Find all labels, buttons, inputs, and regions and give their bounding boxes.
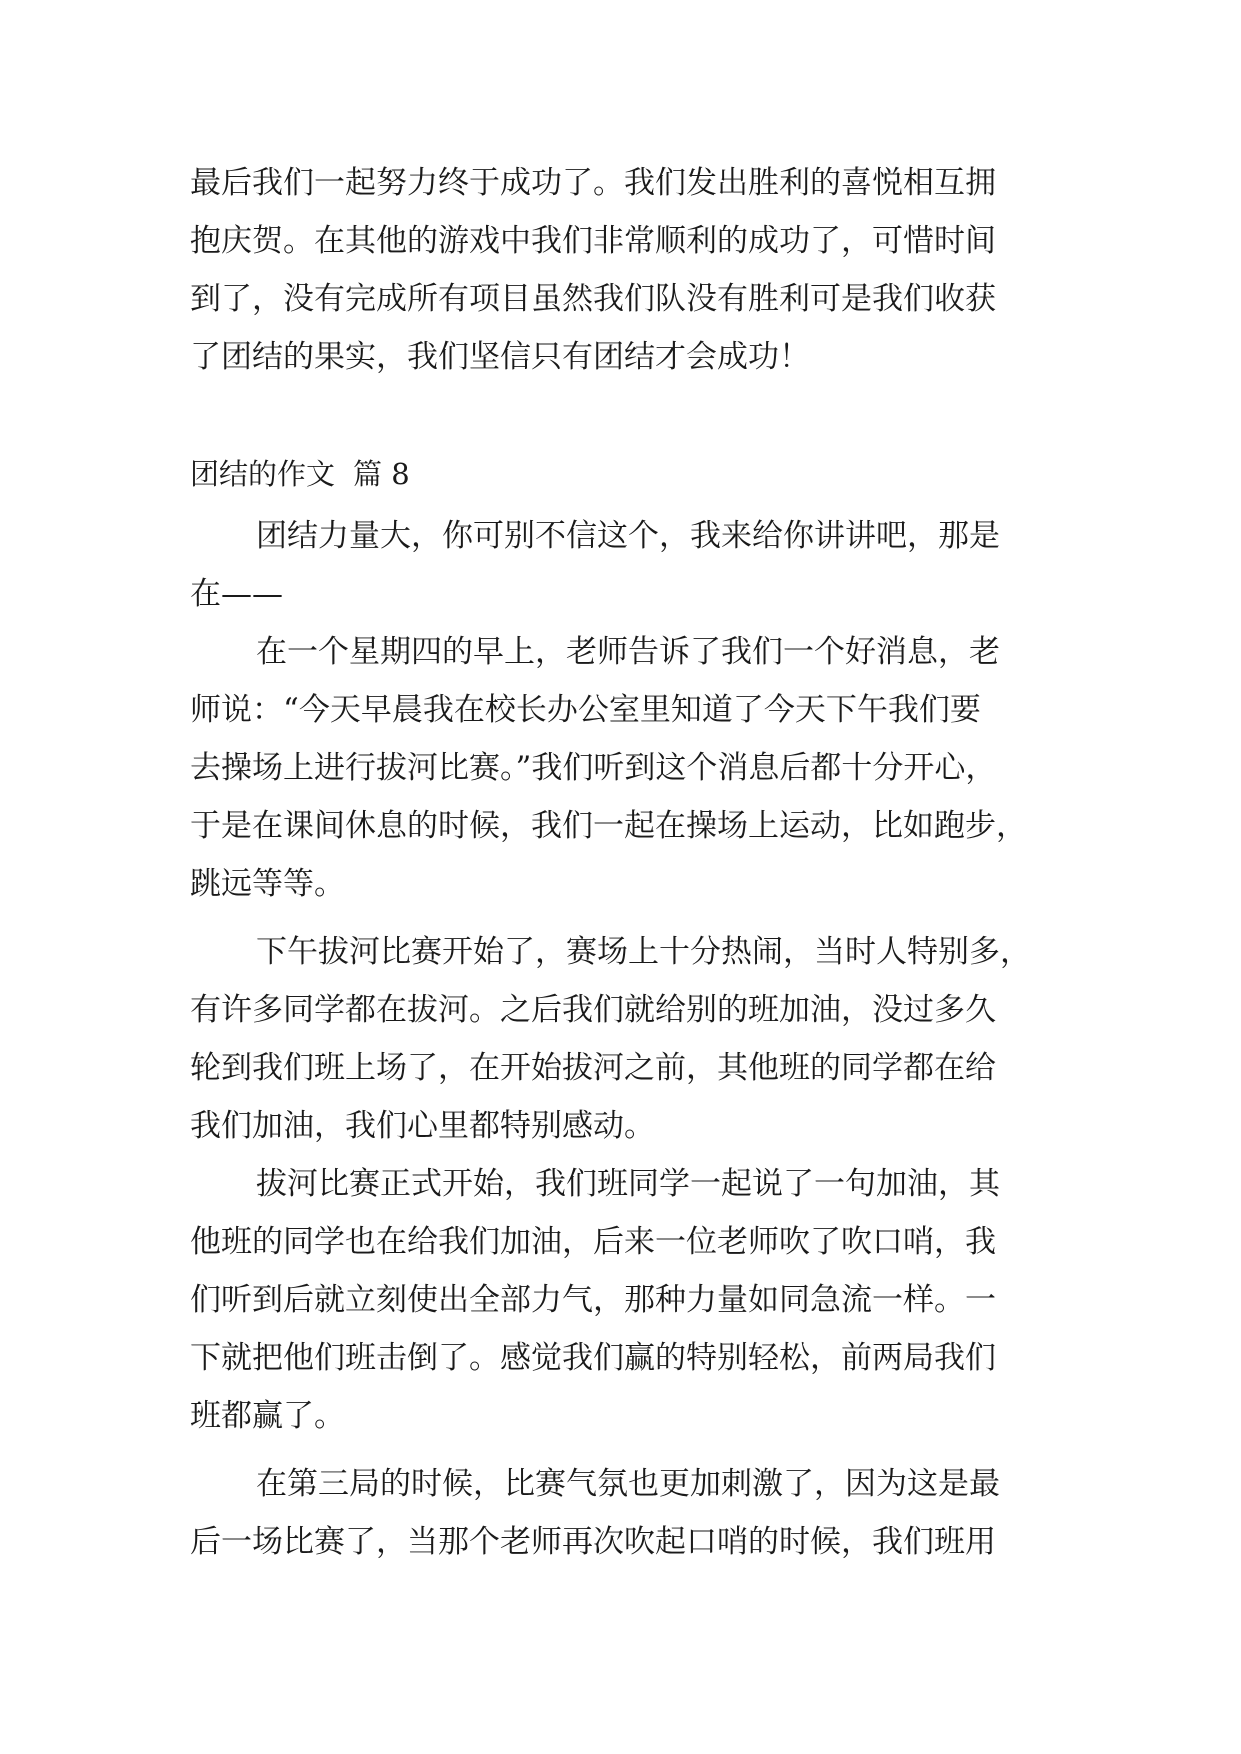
paragraph-line: 抱庆贺。在其他的游戏中我们非常顺利的成功了，可惜时间 — [190, 223, 996, 259]
paragraph-line: 轮到我们班上场了，在开始拔河之前，其他班的同学都在给 — [190, 1050, 996, 1086]
paragraph-line: 们听到后就立刻使出全部力气，那种力量如同急流一样。一 — [190, 1282, 996, 1318]
section-label: 篇 8 — [353, 457, 410, 491]
paragraph-line: 我们加油，我们心里都特别感动。 — [190, 1108, 655, 1144]
paragraph-line: 在—— — [190, 576, 283, 612]
paragraph-line: 了团结的果实，我们坚信只有团结才会成功！ — [190, 339, 810, 375]
paragraph-line: 拔河比赛正式开始，我们班同学一起说了一句加油，其 — [256, 1166, 1000, 1202]
paragraph-line: 下就把他们班击倒了。感觉我们赢的特别轻松，前两局我们 — [190, 1340, 996, 1376]
paragraph-line: 团结力量大，你可别不信这个，我来给你讲讲吧，那是 — [256, 518, 1000, 554]
section-title: 团结的作文 — [190, 457, 336, 491]
paragraph-line: 最后我们一起努力终于成功了。我们发出胜利的喜悦相互拥 — [190, 165, 996, 201]
paragraph-line: 有许多同学都在拔河。之后我们就给别的班加油，没过多久 — [190, 992, 996, 1028]
section-heading — [190, 454, 410, 494]
paragraph-line: 于是在课间休息的时候，我们一起在操场上运动，比如跑步， — [190, 808, 1027, 844]
paragraph-line: 班都赢了。 — [190, 1398, 345, 1434]
paragraph-line: 跳远等等。 — [190, 866, 345, 902]
paragraph-line: 到了，没有完成所有项目虽然我们队没有胜利可是我们收获 — [190, 281, 996, 317]
paragraph-line: 去操场上进行拔河比赛。”我们听到这个消息后都十分开心， — [190, 750, 997, 786]
paragraph-line: 在一个星期四的早上，老师告诉了我们一个好消息，老 — [256, 634, 1000, 670]
paragraph-line: 在第三局的时候，比赛气氛也更加刺激了，因为这是最 — [256, 1466, 1000, 1502]
paragraph-line: 师说：“今天早晨我在校长办公室里知道了今天下午我们要 — [190, 692, 981, 728]
paragraph-line: 他班的同学也在给我们加油，后来一位老师吹了吹口哨，我 — [190, 1224, 996, 1260]
paragraph-line: 后一场比赛了，当那个老师再次吹起口哨的时候，我们班用 — [190, 1524, 996, 1560]
paragraph-line: 下午拔河比赛开始了，赛场上十分热闹，当时人特别多， — [256, 934, 1031, 970]
